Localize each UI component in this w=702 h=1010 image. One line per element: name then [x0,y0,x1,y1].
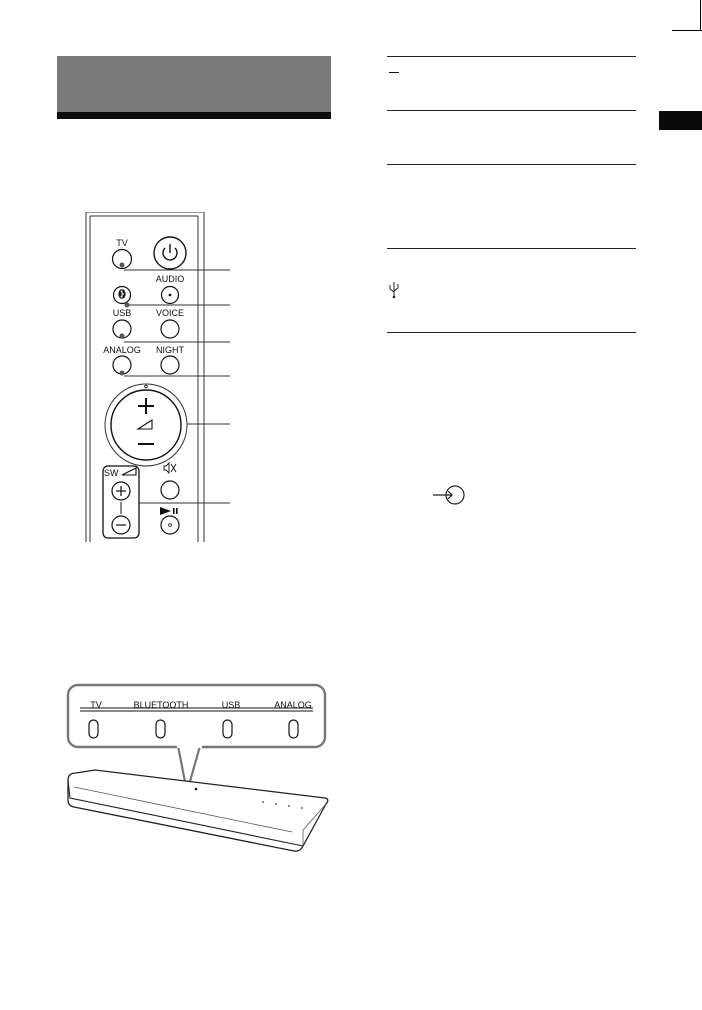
audio-button[interactable] [162,287,179,304]
sw-volume-ramp-icon [122,468,136,475]
usb-callout-dot [120,334,125,339]
tv-callout-dot [120,263,125,268]
crop-mark-horizontal [672,30,702,31]
bluetooth-callout-dot [125,303,130,308]
table-rule [387,164,636,165]
sw-label: SW [104,468,119,478]
chapter-tab [659,111,702,130]
remote-illustration [80,212,250,542]
unit-indicator-label: BLUETOOTH [133,700,189,710]
play-pause-icon [160,507,178,515]
analog-button-label: ANALOG [103,345,141,355]
table-rule [387,248,636,249]
bluetooth-icon [118,289,125,299]
table-rule-top [387,56,636,57]
sw-plus-button[interactable] [112,482,130,500]
mute-icon [164,463,176,473]
volume-ramp-icon [138,420,152,429]
volume-dial[interactable] [105,384,187,466]
analog-callout-dot [120,371,125,376]
unit-indicator-label: ANALOG [274,700,312,710]
input-icon [432,484,468,506]
callout-lines [124,270,230,503]
indicator-callout-panel [68,685,325,747]
soundbar-illustration [60,680,340,880]
play-pause-button[interactable] [161,516,179,534]
mute-button[interactable] [161,481,179,499]
voice-button[interactable] [161,320,179,338]
unit-indicator-label: TV [90,700,102,710]
table-rule [387,110,636,111]
minus-mark [389,72,399,73]
bluetooth-button[interactable] [114,287,131,304]
section-title-banner [57,56,331,112]
table-rule-bottom [387,332,636,333]
sw-minus-button[interactable] [112,516,130,534]
night-button[interactable] [161,356,179,374]
power-button[interactable] [154,237,186,269]
power-icon [163,244,177,260]
section-title-underline [57,112,331,119]
tv-button-label: TV [116,238,128,248]
unit-indicator-label: USB [221,700,241,710]
audio-button-label: AUDIO [155,274,185,284]
usb-button-label: USB [112,308,132,318]
usb-icon [388,281,400,299]
voice-button-label: VOICE [155,308,184,318]
night-button-label: NIGHT [156,345,184,355]
crop-mark-vertical [700,0,701,30]
